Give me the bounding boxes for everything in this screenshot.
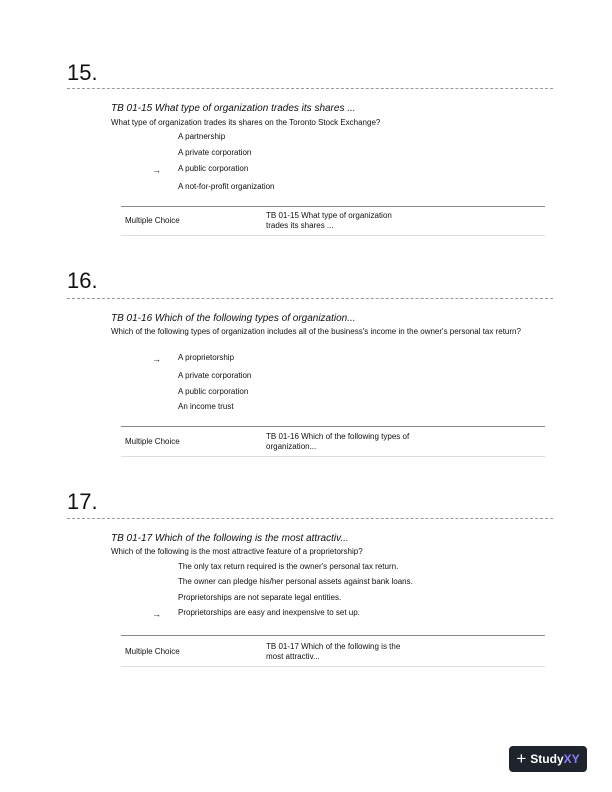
question-reference: TB 01-15 What type of organization trades its shares ... — [266, 211, 392, 230]
logo-text — [530, 752, 579, 766]
logo-text-study: Study — [530, 752, 564, 766]
question-text: Which of the following types of organization includes all of the business's income in the owner's personal tax return? — [111, 327, 521, 336]
correct-answer-arrow-icon: → — [152, 165, 161, 175]
correct-answer-arrow-icon: → — [152, 354, 161, 364]
question-title: TB 01-16 Which of the following types of organization... — [111, 313, 356, 324]
question-number: 16. — [67, 268, 98, 293]
answer-table-bottom-rule — [121, 666, 545, 667]
question-text: Which of the following is the most attractive feature of a proprietorship? — [111, 547, 363, 556]
answer-table-top-rule — [121, 635, 545, 636]
answer-option: A partnership — [178, 132, 226, 141]
question-reference: TB 01-17 Which of the following is the most attractiv... — [266, 642, 401, 661]
question-text: What type of organization trades its shares on the Toronto Stock Exchange? — [111, 118, 381, 127]
answer-table-bottom-rule — [121, 235, 545, 236]
question-title: TB 01-15 What type of organization trades its shares ... — [111, 103, 356, 114]
answer-table-top-rule — [121, 426, 545, 427]
studyxy-logo — [509, 746, 587, 772]
answer-option: A not-for-profit organization — [178, 182, 275, 191]
question-number: 15. — [67, 60, 98, 85]
correct-answer-arrow-icon: → — [152, 609, 161, 619]
question-reference: TB 01-16 Which of the following types of organization... — [266, 432, 410, 451]
answer-option: A private corporation — [178, 371, 252, 380]
dashed-divider — [67, 518, 553, 519]
logo-text-xy: XY — [563, 752, 580, 766]
answer-option: The only tax return required is the owner's personal tax return. — [178, 562, 399, 571]
answer-option-correct: Proprietorships are easy and inexpensive to set up. — [178, 608, 360, 617]
answer-table-top-rule — [121, 206, 545, 207]
question-type-label: Multiple Choice — [125, 437, 180, 446]
answer-option: Proprietorships are not separate legal entities. — [178, 593, 342, 602]
answer-option: A private corporation — [178, 148, 252, 157]
question-type-label: Multiple Choice — [125, 647, 180, 656]
answer-option: A public corporation — [178, 387, 249, 396]
plus-icon: + — [516, 749, 527, 768]
answer-table-bottom-rule — [121, 456, 545, 457]
question-number: 17. — [67, 489, 98, 514]
answer-option-correct: A proprietorship — [178, 353, 235, 362]
question-title: TB 01-17 Which of the following is the most attractiv... — [111, 533, 349, 544]
question-type-label: Multiple Choice — [125, 216, 180, 225]
dashed-divider — [67, 298, 553, 299]
answer-option: An income trust — [178, 402, 234, 411]
dashed-divider — [67, 88, 553, 89]
answer-option: The owner can pledge his/her personal assets against bank loans. — [178, 577, 413, 586]
answer-option-correct: A public corporation — [178, 164, 249, 173]
